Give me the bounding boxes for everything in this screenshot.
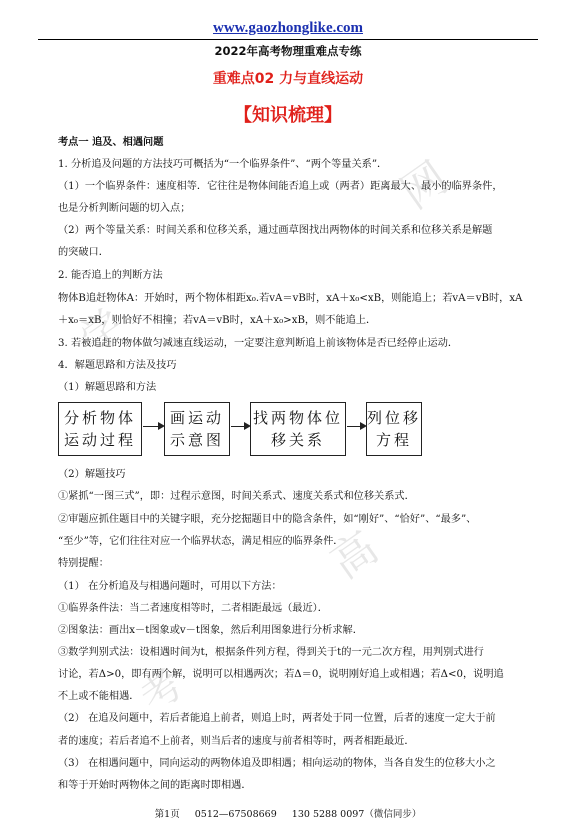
watermark-glyph: 网 xyxy=(391,152,458,220)
paragraph-line: （2） 在追及问题中，若后者能追上前者，则追上时，两者处于同一位置，后者的速度一定大于前 xyxy=(58,713,496,724)
document-title: 2022年高考物理重难点专练 xyxy=(214,44,362,58)
flow-arrow xyxy=(231,426,249,427)
page-footer xyxy=(0,806,576,820)
paragraph-line: 2. 能否追上的判断方法 xyxy=(58,270,163,281)
flow-step-analyze: 分析物体运动过程 xyxy=(58,402,142,456)
paragraph-line: 1. 分析追及问题的方法技巧可概括为“一个临界条件”、“两个等量关系”． xyxy=(58,159,388,170)
watermark-glyph: 考 xyxy=(132,661,192,722)
page-number: 第1页 xyxy=(154,809,180,820)
paragraph-line: 讨论，若Δ>0，即有两个解，说明可以相遇两次；若Δ＝0，说明刚好追上或相遇；若Δ<0，说明追 xyxy=(58,669,504,680)
paragraph-line: 3. 若被追赶的物体做匀减速直线运动，一定要注意判断追上前该物体是否已经停止运动． xyxy=(58,338,459,349)
watermark-glyph: 高 xyxy=(321,522,388,590)
site-url[interactable]: www.gaozhonglike.com xyxy=(213,20,363,36)
subtitle: 重难点02 力与直线运动 xyxy=(212,71,364,87)
paragraph-line: ②审题应抓住题目中的关键字眼，充分挖掘题目中的隐含条件，如“刚好”、“恰好”、“最多”、 xyxy=(58,514,477,525)
flow-step-sketch: 画运动示意图 xyxy=(164,402,230,456)
paragraph-line: 者的速度；若后者追不上前者，则当后者的速度与前者相等时，两者相距最近． xyxy=(58,736,415,747)
paragraph-line: （1）一个临界条件：速度相等．它往往是物体间能否追上或（两者）距离最大、最小的临界条件， xyxy=(58,181,503,192)
paragraph-line: （2）两个等量关系：时间关系和位移关系，通过画草图找出两物体的时间关系和位移关系是解题 xyxy=(58,225,493,236)
paragraph-line: 和等于开始时两物体之间的距离时即相遇． xyxy=(58,780,252,791)
paragraph-line: ③数学判别式法：设相遇时间为t，根据条件列方程，得到关于t的一元二次方程，用判别式进行 xyxy=(58,647,484,658)
flow-diagram xyxy=(58,402,422,460)
header-rule xyxy=(38,39,538,40)
paragraph-line: “至少”等，它们往往对应一个临界状态，满足相应的临界条件． xyxy=(58,536,344,547)
watermark-glyph: 学 xyxy=(72,301,132,362)
paragraph-line: （3） 在相遇问题中，同向运动的两物体追及即相遇；相向运动的物体，当各自发生的位移大小之 xyxy=(58,758,496,769)
paragraph-line: 的突破口． xyxy=(58,247,109,258)
flow-arrow xyxy=(143,426,163,427)
mobile-number: 130 5288 0097（微信同步） xyxy=(291,809,422,820)
paragraph-line: 物体B追赶物体A：开始时，两个物体相距x₀.若vA＝vB时，xA＋x₀<xB，则能追上；若vA＝vB时，xA xyxy=(58,293,523,304)
paragraph-line: 不上或不能相遇． xyxy=(58,691,140,702)
paragraph-line: ＋x₀＝xB，则恰好不相撞；若vA＝vB时，xA＋x₀>xB，则不能追上． xyxy=(58,315,377,326)
flow-step-equation: 列位移方程 xyxy=(366,402,422,456)
phone-number: 0512—67508669 xyxy=(194,809,277,820)
paragraph-line: ②图象法：画出x－t图象或v－t图象，然后利用图象进行分析求解． xyxy=(58,625,363,636)
paragraph-line: （1）解题思路和方法 xyxy=(58,382,157,393)
paragraph-line: ①紧抓“一图三式”，即：过程示意图，时间关系式、速度关系式和位移关系式． xyxy=(58,491,415,502)
paragraph-line: 4．解题思路和方法及技巧 xyxy=(58,360,177,371)
section-title: 【知识梳理】 xyxy=(234,105,342,126)
flow-step-relation: 找两物体位移关系 xyxy=(250,402,346,456)
topic-heading: 考点一 追及、相遇问题 xyxy=(58,137,164,148)
paragraph-line: （1） 在分析追及与相遇问题时，可用以下方法： xyxy=(58,581,282,592)
paragraph-line: 也是分析判断问题的切入点； xyxy=(58,203,191,214)
paragraph-line: ①临界条件法：当二者速度相等时，二者相距最远（最近）． xyxy=(58,603,328,614)
paragraph-line: 特别提醒： xyxy=(58,558,109,569)
paragraph-line: （2）解题技巧 xyxy=(58,469,126,480)
flow-arrow xyxy=(347,426,365,427)
